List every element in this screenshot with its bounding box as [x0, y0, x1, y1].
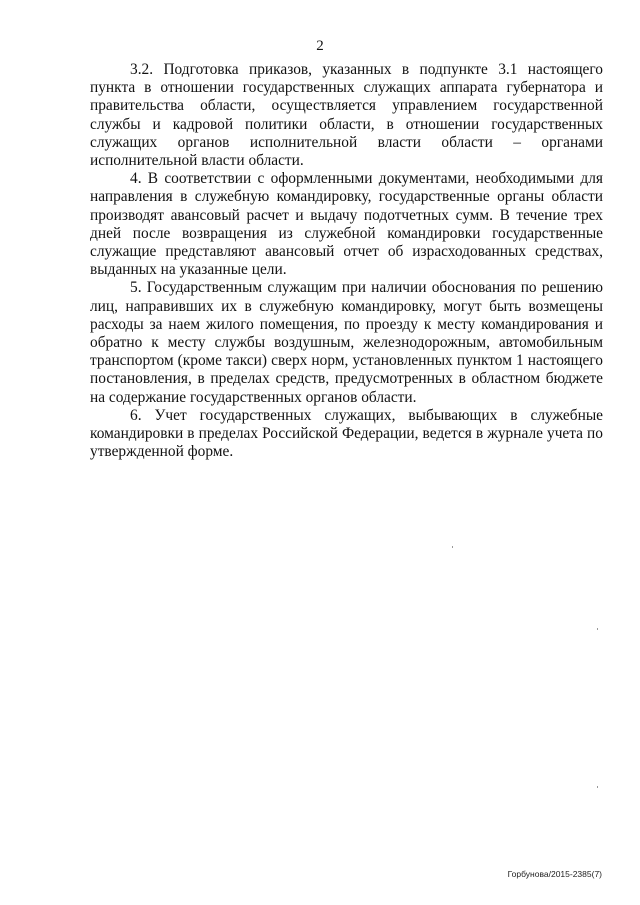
document-body — [90, 61, 603, 461]
scan-speck — [452, 546, 453, 548]
paragraph-5: 5. Государственным служащим при наличии обоснования по решению лиц, направивших их в служебную командировку, могут быть возмещены расходы за наем жилого помещения, по проезду к месту командирования и обратно к месту службы воздушным, железнодорожным, автомобильным транспортом (кроме такси) сверх норм, установленных пунктом 1 настоящего постановления, в пределах средств, предусмотренных в областном бюджете на содержание государственных органов области. — [90, 279, 603, 406]
footer-document-code: Горбунова/2015-2385(7) — [507, 869, 602, 879]
paragraph-3-2: 3.2. Подготовка приказов, указанных в подпункте 3.1 настоящего пункта в отношении государственных служащих аппарата губернатора и правительства области, осуществляется управлением государственной службы и кадровой политики области, в отношении государственных служащих органов исполнительной власти области – органами исполнительной власти области. — [90, 61, 603, 170]
paragraph-4: 4. В соответствии с оформленными документами, необходимыми для направления в служебную командировку, государственные органы области производят авансовый расчет и выдачу подотчетных сумм. В течение трех дней после возвращения из служебной командировки государственные служащие представляют авансовый отчет об израсходованных средствах, выданных на указанные цели. — [90, 170, 603, 279]
paragraph-6: 6. Учет государственных служащих, выбывающих в служебные командировки в пределах Российской Федерации, ведется в журнале учета по утвержденной форме. — [90, 406, 603, 461]
scan-speck — [597, 786, 598, 788]
scan-speck — [597, 628, 598, 630]
page-number: 2 — [316, 38, 324, 54]
